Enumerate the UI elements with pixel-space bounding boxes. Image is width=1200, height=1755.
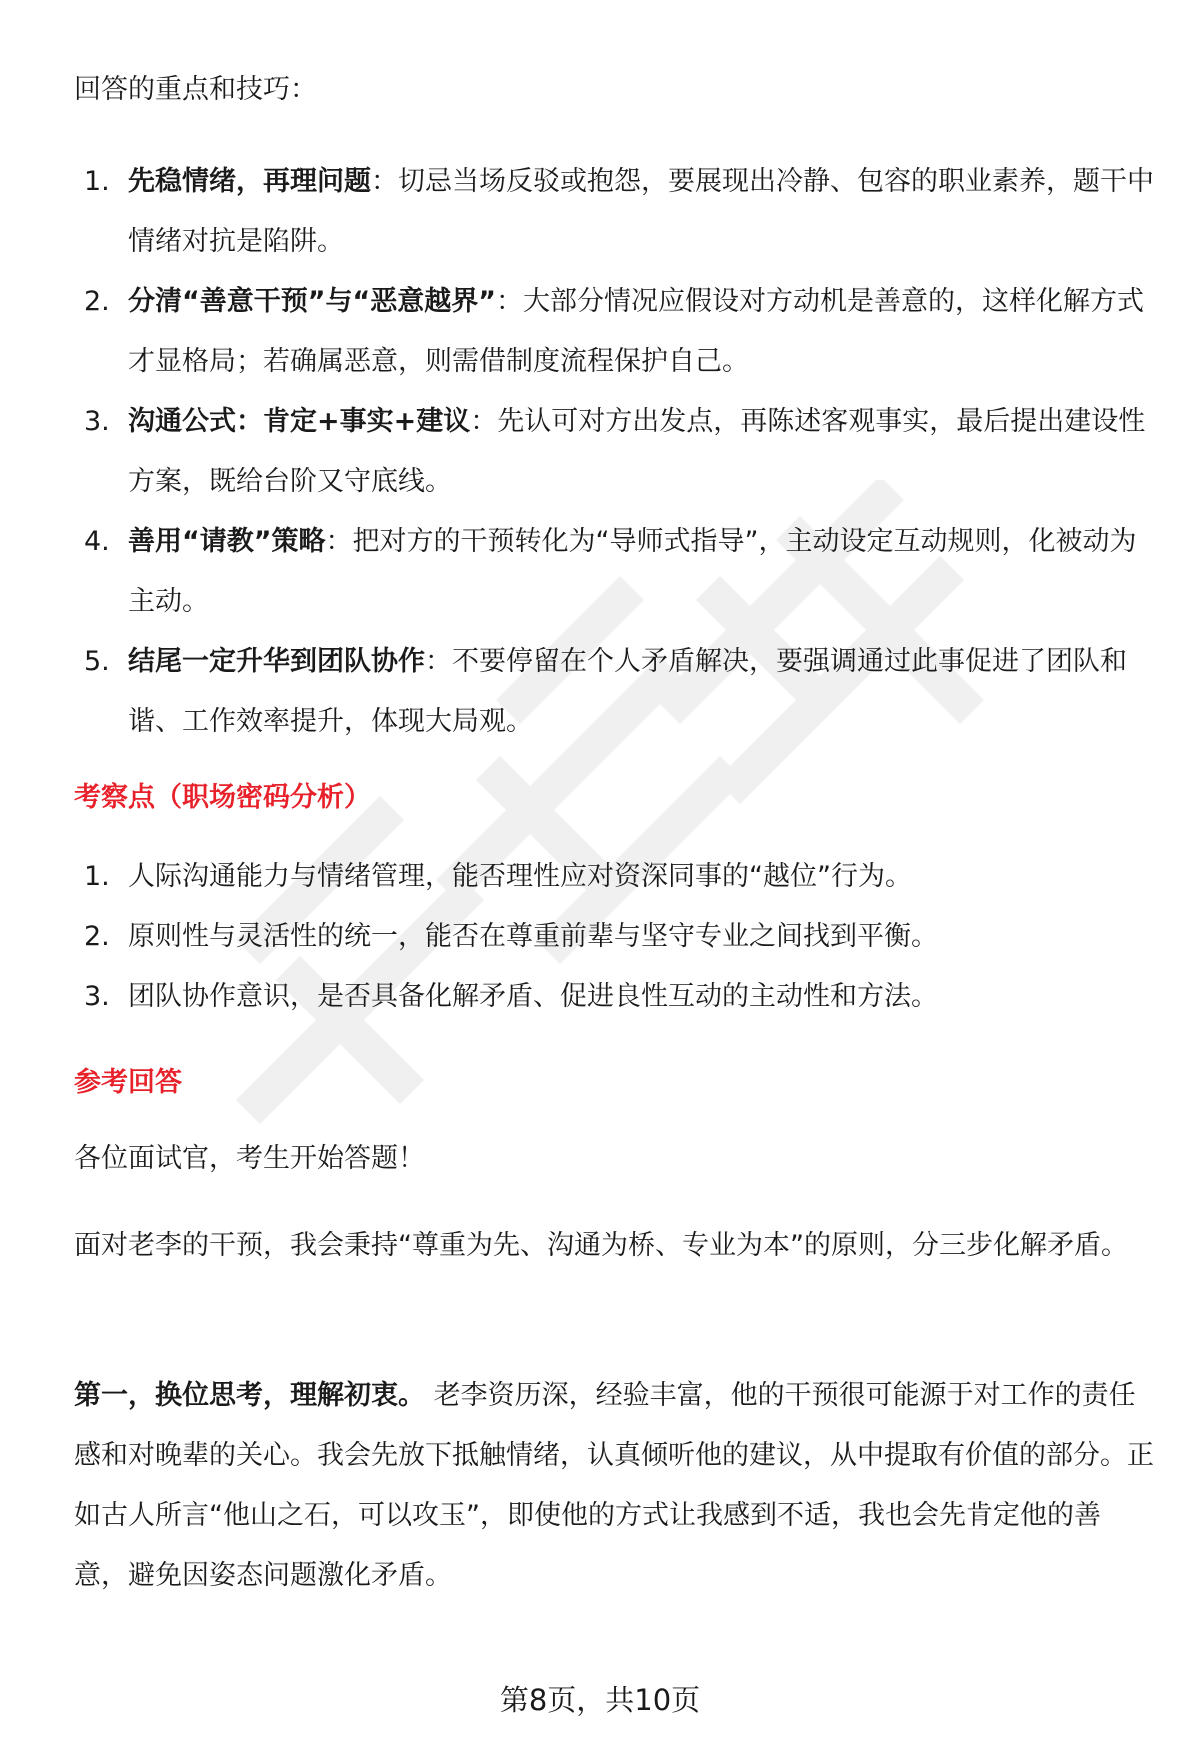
answer-first-bold: 第一，换位思考，理解初衷。 bbox=[74, 1380, 425, 1411]
answer-first-text: 老李资历深，经验丰富，他的干预很可能源于对工作的责任感和对晚辈的关心。我会先放下抵触情绪，认真倾听他的建议，从中提取有价值的部分。正如古人所言“他山之石，可以攻玉”，即使他的方式让我感到不适，我也会先肯定他的善意，避免因姿态问题激化矛盾。 bbox=[74, 1380, 1154, 1591]
list-item: 4. 善用“请教”策略：把对方的干预转化为“导师式指导”，主动设定互动规则，化被动为主动。 bbox=[84, 526, 1137, 617]
list-item: 2. 原则性与灵活性的统一，能否在尊重前辈与坚守专业之间找到平衡。 bbox=[84, 921, 938, 952]
list-item: 1. 先稳情绪，再理问题：切忌当场反驳或抱怨，要展现出冷静、包容的职业素养，题干中情绪对抗是陷阱。 bbox=[84, 166, 1154, 257]
intro-text: 回答的重点和技巧： bbox=[74, 74, 317, 105]
list-item: 2. 分清“善意干预”与“恶意越界”：大部分情况应假设对方动机是善意的，这样化解方式才显格局；若确属恶意，则需借制度流程保护自己。 bbox=[84, 286, 1144, 377]
answer-greeting: 各位面试官，考生开始答题！ bbox=[74, 1143, 425, 1174]
section-heading-assessment: 考察点（职场密码分析） bbox=[74, 782, 371, 813]
list-item: 3. 团队协作意识，是否具备化解矛盾、促进良性互动的主动性和方法。 bbox=[84, 981, 938, 1012]
list-item: 5. 结尾一定升华到团队协作：不要停留在个人矛盾解决，要强调通过此事促进了团队和谐、工作效率提升，体现大局观。 bbox=[84, 646, 1127, 737]
list-item: 1. 人际沟通能力与情绪管理，能否理性应对资深同事的“越位”行为。 bbox=[84, 861, 912, 892]
answer-intro: 面对老李的干预，我会秉持“尊重为先、沟通为桥、专业为本”的原则，分三步化解矛盾。 bbox=[74, 1230, 1128, 1261]
page-number: 第8页，共10页 bbox=[499, 1683, 701, 1717]
list-item: 3. 沟通公式：肯定+事实+建议：先认可对方出发点，再陈述客观事实，最后提出建设性方案，既给台阶又守底线。 bbox=[84, 406, 1146, 497]
answer-first-point bbox=[74, 1366, 1154, 1606]
section-heading-reference-answer: 参考回答 bbox=[74, 1067, 182, 1098]
points-list bbox=[74, 847, 1154, 1027]
tips-list bbox=[74, 152, 1154, 752]
